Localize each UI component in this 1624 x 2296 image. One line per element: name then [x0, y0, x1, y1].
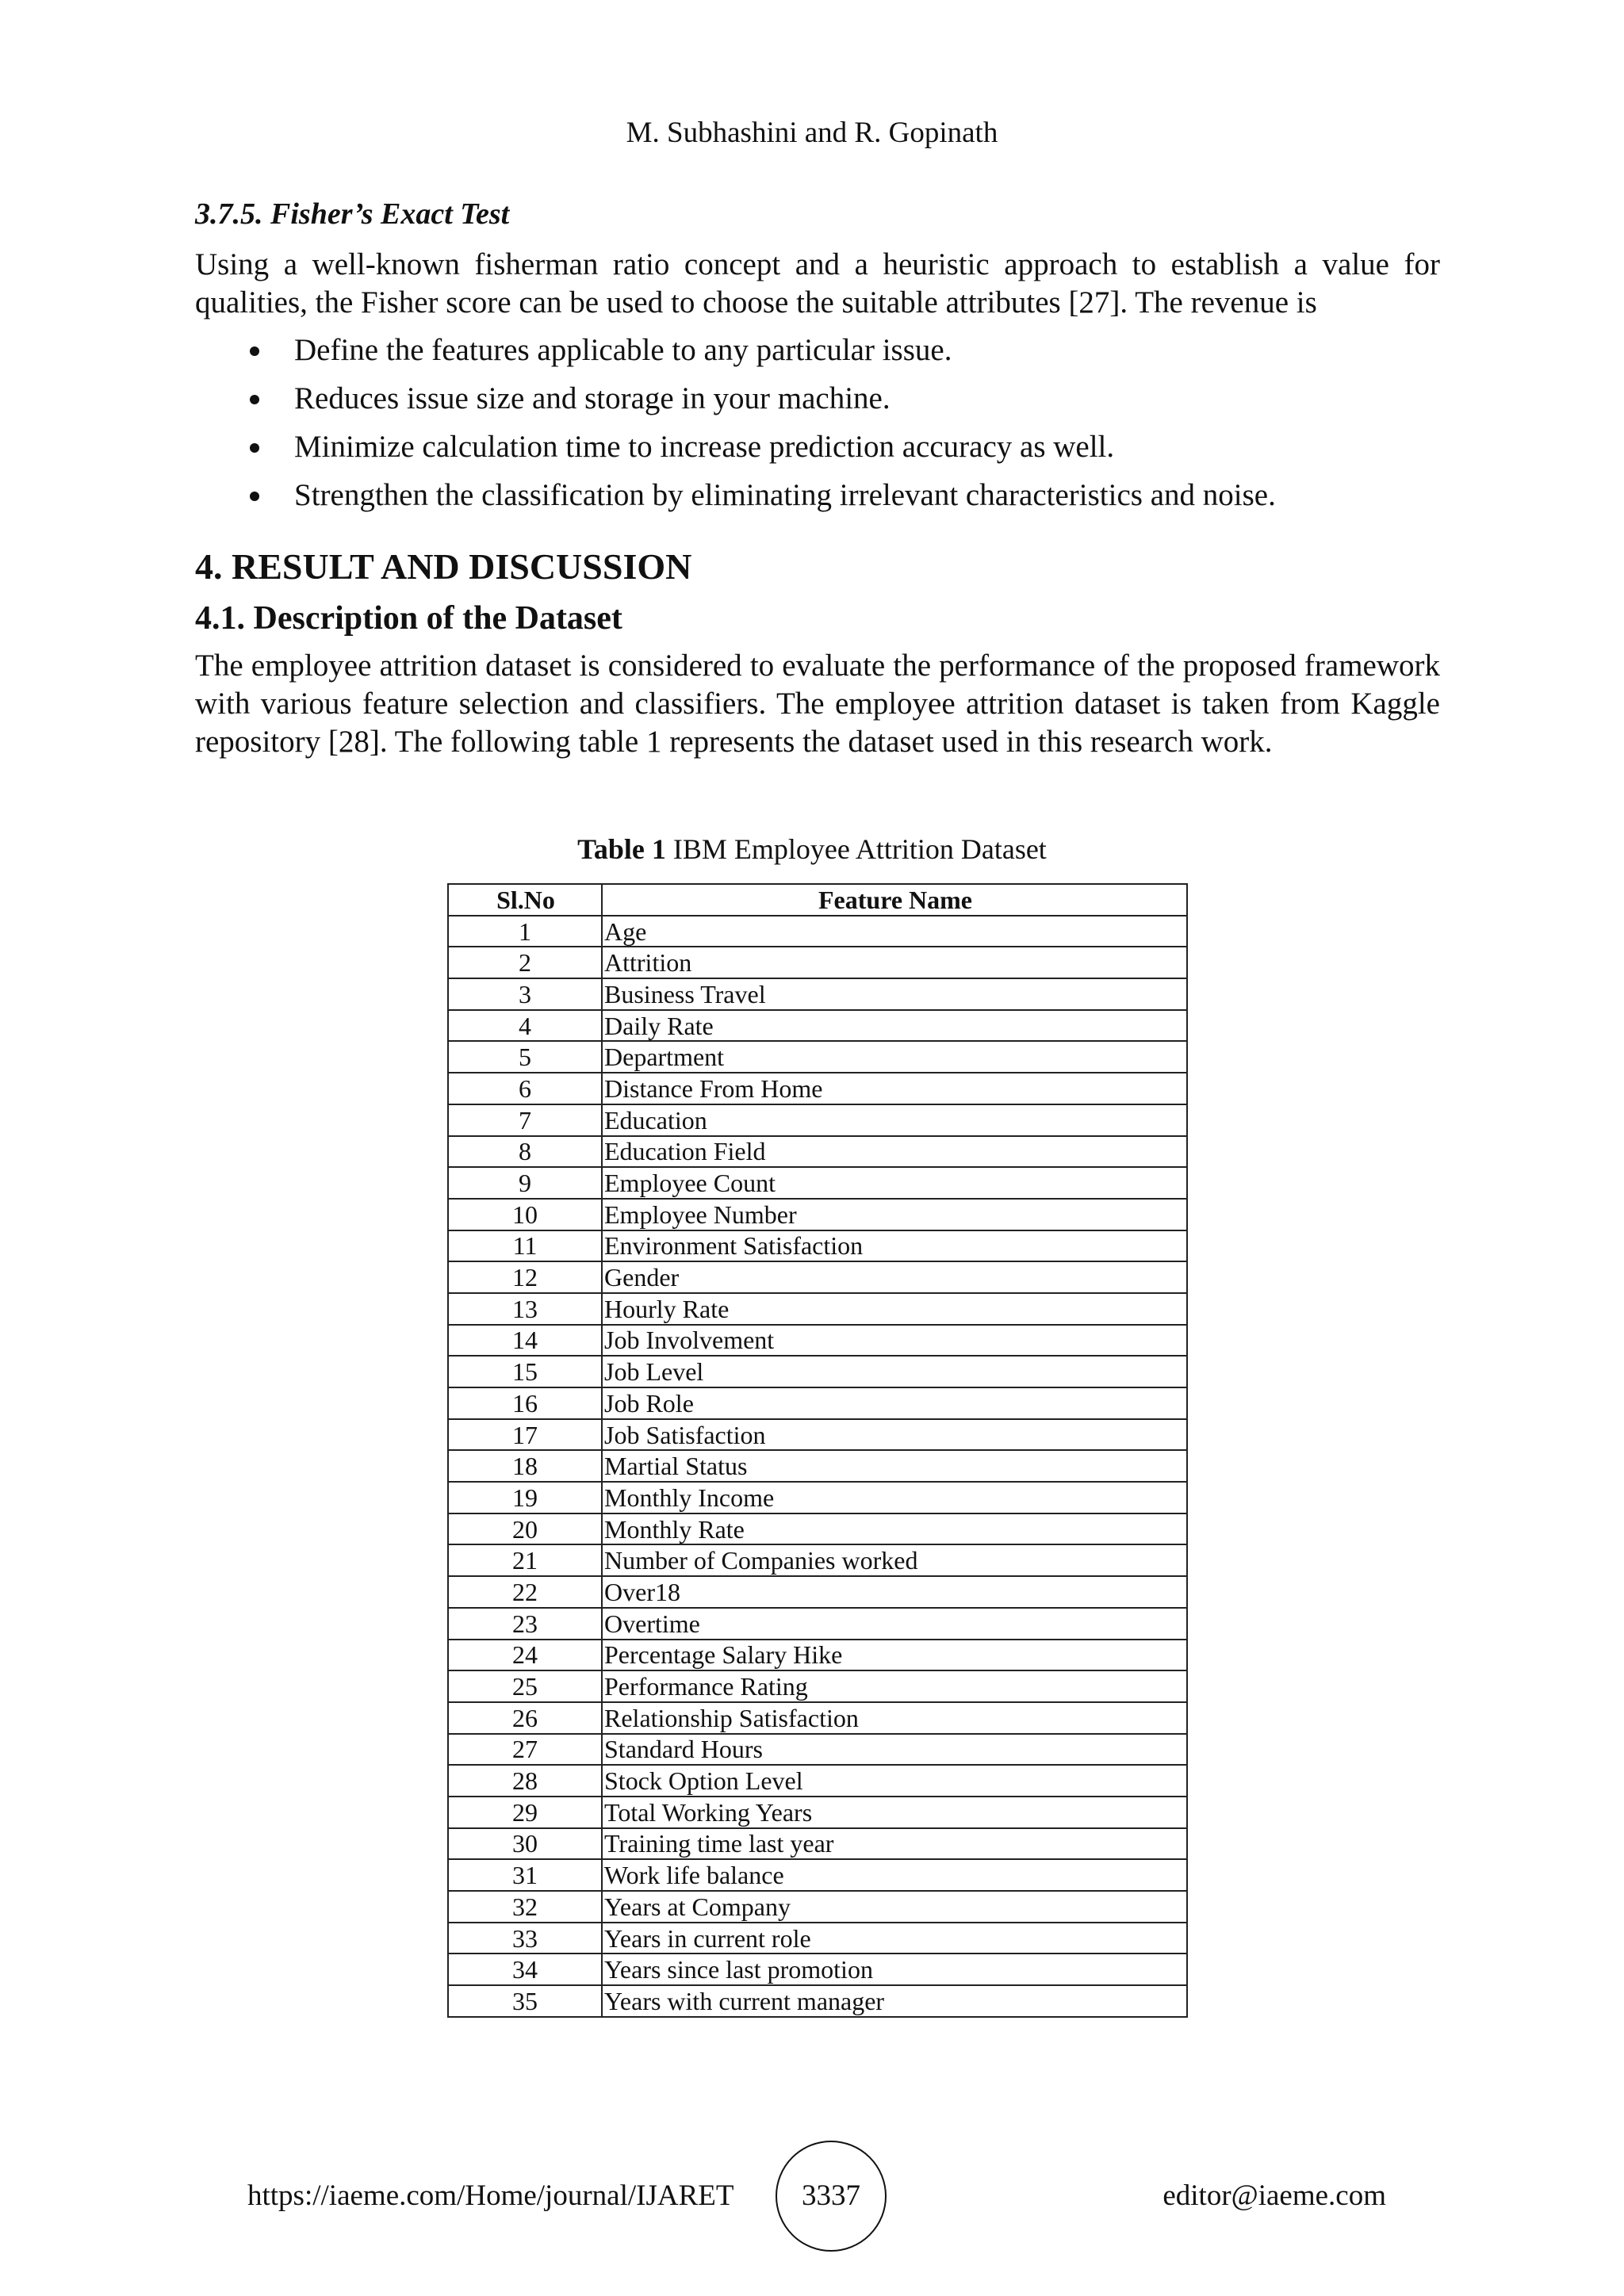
table-row [448, 1104, 1187, 1136]
cell-feature-name: Hourly Rate [602, 1293, 1187, 1325]
cell-sl-no: 13 [448, 1293, 602, 1325]
cell-sl-no: 28 [448, 1765, 602, 1797]
cell-feature-name: Daily Rate [602, 1010, 1187, 1042]
column-header-feature-name: Feature Name [602, 884, 1187, 916]
bullet-icon [250, 346, 259, 356]
table-row [448, 1513, 1187, 1545]
cell-feature-name: Department [602, 1041, 1187, 1073]
cell-sl-no: 22 [448, 1576, 602, 1608]
cell-sl-no: 4 [448, 1010, 602, 1042]
cell-feature-name: Relationship Satisfaction [602, 1702, 1187, 1734]
subsection-heading-dataset-description: 4.1. Description of the Dataset [195, 600, 622, 637]
cell-feature-name: Job Satisfaction [602, 1419, 1187, 1451]
cell-feature-name: Percentage Salary Hike [602, 1640, 1187, 1671]
fisher-benefits-list [195, 331, 1440, 525]
cell-feature-name: Overtime [602, 1608, 1187, 1640]
table-row [448, 1859, 1187, 1891]
table-row [448, 978, 1187, 1010]
table-row [448, 1734, 1187, 1766]
table-row [448, 1482, 1187, 1513]
cell-feature-name: Distance From Home [602, 1073, 1187, 1104]
cell-sl-no: 29 [448, 1797, 602, 1828]
cell-sl-no: 26 [448, 1702, 602, 1734]
table-row [448, 1041, 1187, 1073]
running-header-authors: M. Subhashini and R. Gopinath [626, 117, 998, 149]
table-row [448, 1576, 1187, 1608]
cell-feature-name: Employee Count [602, 1167, 1187, 1199]
cell-feature-name: Employee Number [602, 1199, 1187, 1230]
cell-feature-name: Education Field [602, 1136, 1187, 1168]
list-item-text: Minimize calculation time to increase prediction accuracy as well. [294, 430, 1115, 464]
table-row [448, 1923, 1187, 1954]
cell-sl-no: 12 [448, 1261, 602, 1293]
cell-feature-name: Monthly Rate [602, 1513, 1187, 1545]
table-row [448, 1325, 1187, 1357]
table-row [448, 1167, 1187, 1199]
table-row [448, 1640, 1187, 1671]
footer-journal-url: https://iaeme.com/Home/journal/IJARET [247, 2179, 734, 2212]
cell-feature-name: Environment Satisfaction [602, 1230, 1187, 1262]
table-row [448, 1985, 1187, 2017]
cell-feature-name: Training time last year [602, 1828, 1187, 1860]
list-item [195, 428, 1440, 476]
cell-sl-no: 32 [448, 1891, 602, 1923]
bullet-icon [250, 492, 259, 501]
list-item [195, 476, 1440, 525]
cell-sl-no: 14 [448, 1325, 602, 1357]
list-item [195, 331, 1440, 380]
cell-feature-name: Years at Company [602, 1891, 1187, 1923]
table-row [448, 1073, 1187, 1104]
cell-feature-name: Performance Rating [602, 1670, 1187, 1702]
list-item-text: Strengthen the classification by eliminating irrelevant characteristics and noise. [294, 478, 1276, 512]
cell-feature-name: Standard Hours [602, 1734, 1187, 1766]
table-row [448, 1891, 1187, 1923]
cell-feature-name: Work life balance [602, 1859, 1187, 1891]
table-row [448, 1199, 1187, 1230]
list-item-text: Reduces issue size and storage in your machine. [294, 381, 891, 415]
cell-sl-no: 27 [448, 1734, 602, 1766]
table-row [448, 1136, 1187, 1168]
table-row [448, 1419, 1187, 1451]
table-caption-text: IBM Employee Attrition Dataset [665, 833, 1047, 865]
cell-sl-no: 3 [448, 978, 602, 1010]
table-row [448, 1670, 1187, 1702]
cell-sl-no: 31 [448, 1859, 602, 1891]
cell-sl-no: 30 [448, 1828, 602, 1860]
table-row [448, 1954, 1187, 1985]
cell-feature-name: Age [602, 916, 1187, 947]
table-row [448, 1230, 1187, 1262]
cell-feature-name: Stock Option Level [602, 1765, 1187, 1797]
cell-feature-name: Job Role [602, 1387, 1187, 1419]
cell-feature-name: Number of Companies worked [602, 1544, 1187, 1576]
bullet-icon [250, 443, 259, 453]
cell-sl-no: 35 [448, 1985, 602, 2017]
cell-sl-no: 21 [448, 1544, 602, 1576]
section-heading-fishers-exact-test: 3.7.5. Fisher’s Exact Test [195, 197, 510, 231]
cell-feature-name: Years since last promotion [602, 1954, 1187, 1985]
table-row [448, 1010, 1187, 1042]
cell-sl-no: 15 [448, 1356, 602, 1387]
cell-sl-no: 1 [448, 916, 602, 947]
cell-sl-no: 7 [448, 1104, 602, 1136]
cell-sl-no: 18 [448, 1450, 602, 1482]
bullet-icon [250, 395, 259, 404]
table-row [448, 1356, 1187, 1387]
table-caption [0, 832, 1624, 866]
cell-sl-no: 24 [448, 1640, 602, 1671]
table-row [448, 1450, 1187, 1482]
cell-sl-no: 23 [448, 1608, 602, 1640]
list-item-text: Define the features applicable to any particular issue. [294, 333, 952, 367]
table-body [448, 916, 1187, 2017]
cell-feature-name: Monthly Income [602, 1482, 1187, 1513]
cell-sl-no: 2 [448, 947, 602, 978]
cell-feature-name: Job Involvement [602, 1325, 1187, 1357]
table-row [448, 947, 1187, 978]
list-item [195, 380, 1440, 428]
cell-sl-no: 34 [448, 1954, 602, 1985]
table-row [448, 1608, 1187, 1640]
footer-email: editor@iaeme.com [1162, 2179, 1386, 2212]
section-heading-result-discussion: 4. RESULT AND DISCUSSION [195, 546, 692, 587]
cell-sl-no: 11 [448, 1230, 602, 1262]
page-number: 3337 [776, 2141, 887, 2252]
table-row [448, 1544, 1187, 1576]
cell-feature-name: Education [602, 1104, 1187, 1136]
table-header-row [448, 884, 1187, 916]
table-row [448, 916, 1187, 947]
dataset-paragraph: The employee attrition dataset is considered to evaluate the performance of the proposed framework with various feature selection and classifiers. The employee attrition dataset is taken from Kaggle repository [28]. The following table 1 represents the dataset used in this research work. [195, 649, 1440, 759]
table-row [448, 1702, 1187, 1734]
cell-feature-name: Attrition [602, 947, 1187, 978]
cell-feature-name: Job Level [602, 1356, 1187, 1387]
cell-feature-name: Total Working Years [602, 1797, 1187, 1828]
cell-feature-name: Years in current role [602, 1923, 1187, 1954]
cell-sl-no: 19 [448, 1482, 602, 1513]
table-row [448, 1387, 1187, 1419]
cell-sl-no: 16 [448, 1387, 602, 1419]
cell-sl-no: 25 [448, 1670, 602, 1702]
table-row [448, 1293, 1187, 1325]
cell-sl-no: 9 [448, 1167, 602, 1199]
table-row [448, 1765, 1187, 1797]
fisher-paragraph: Using a well-known fisherman ratio concept and a heuristic approach to establish a value for qualities, the Fisher score can be used to choose the suitable attributes [27]. The revenue is [195, 247, 1440, 320]
cell-feature-name: Over18 [602, 1576, 1187, 1608]
cell-sl-no: 6 [448, 1073, 602, 1104]
dataset-features-table [447, 883, 1188, 2018]
cell-feature-name: Martial Status [602, 1450, 1187, 1482]
cell-feature-name: Business Travel [602, 978, 1187, 1010]
table-row [448, 1828, 1187, 1860]
table-row [448, 1261, 1187, 1293]
table-row [448, 1797, 1187, 1828]
cell-sl-no: 8 [448, 1136, 602, 1168]
table-caption-label: Table 1 [577, 833, 666, 865]
cell-feature-name: Gender [602, 1261, 1187, 1293]
cell-sl-no: 20 [448, 1513, 602, 1545]
cell-sl-no: 33 [448, 1923, 602, 1954]
cell-feature-name: Years with current manager [602, 1985, 1187, 2017]
cell-sl-no: 10 [448, 1199, 602, 1230]
column-header-sl-no: Sl.No [448, 884, 602, 916]
cell-sl-no: 5 [448, 1041, 602, 1073]
cell-sl-no: 17 [448, 1419, 602, 1451]
